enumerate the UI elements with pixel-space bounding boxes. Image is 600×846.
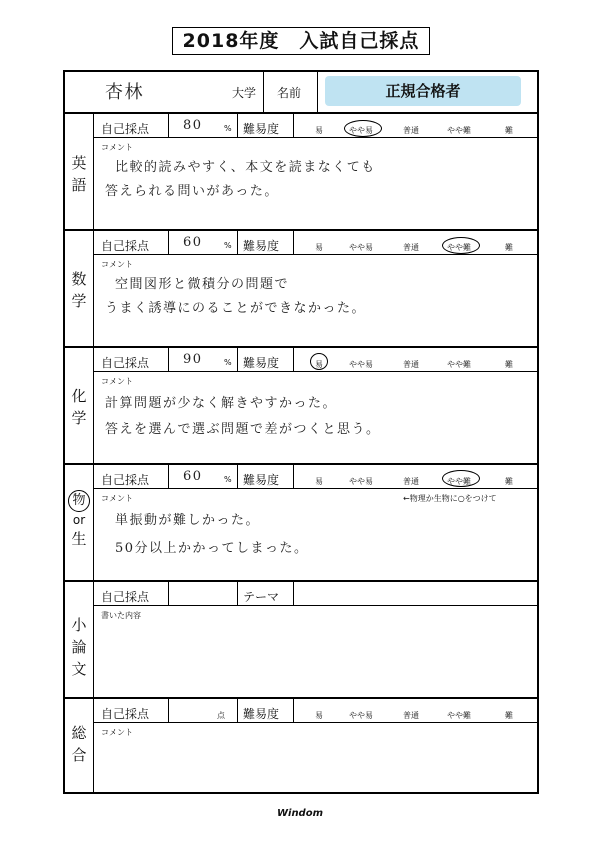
difficulty-option: 易 (315, 711, 323, 720)
divider (293, 580, 294, 605)
difficulty-option: 普通 (403, 360, 419, 369)
difficulty-label: 難易度 (243, 122, 280, 136)
percent-sign: % (224, 358, 232, 367)
selected-circle (442, 470, 480, 487)
difficulty-label: 難易度 (243, 356, 280, 370)
divider (293, 346, 294, 371)
difficulty-option: 普通 (403, 711, 419, 720)
difficulty-option: 難 (505, 477, 513, 486)
divider (65, 112, 537, 114)
difficulty-option: 普通 (403, 243, 419, 252)
page-title: 2018年度 入試自己採点 (172, 27, 430, 55)
comment-line: 50分以上かかってしまった。 (115, 541, 309, 556)
divider (317, 72, 318, 112)
divider (65, 463, 537, 465)
english-score: 80 (183, 118, 203, 133)
divider (293, 463, 294, 488)
difficulty-label: 難易度 (243, 473, 280, 487)
difficulty-option: やや易 (349, 360, 373, 369)
comment-line: 答えを選んで選ぶ問題で差がつくと思う。 (105, 422, 381, 437)
comment-label: コメント (101, 143, 133, 152)
divider (65, 229, 537, 231)
score-sheet (63, 70, 539, 794)
difficulty-option: やや難 (447, 477, 471, 486)
comment-label: コメント (101, 260, 133, 269)
difficulty-option: 難 (505, 126, 513, 135)
selected-circle (344, 120, 382, 137)
subject-label-math: 数学 (71, 270, 87, 310)
self-score-label: 自己採点 (101, 473, 150, 487)
self-score-label: 自己採点 (101, 356, 150, 370)
percent-sign: % (224, 475, 232, 484)
theme-label: テーマ (243, 590, 280, 604)
university-name: 杏林 (105, 82, 144, 103)
divider (263, 72, 264, 112)
footer-brand: Windom (276, 808, 324, 819)
difficulty-option: 易 (315, 360, 323, 369)
difficulty-option: 易 (315, 477, 323, 486)
comment-line: 単振動が難しかった。 (115, 513, 261, 528)
divider (93, 112, 94, 792)
divider (168, 346, 169, 371)
divider (237, 697, 238, 722)
self-score-label: 自己採点 (101, 590, 150, 604)
comment-line: 比較的読みやすく、本文を読まなくても (115, 160, 376, 175)
divider (93, 605, 537, 606)
difficulty-option: 難 (505, 360, 513, 369)
comment-line: 答えられる問いがあった。 (105, 184, 279, 199)
difficulty-option: やや難 (447, 126, 471, 135)
difficulty-option: 易 (315, 243, 323, 252)
difficulty-option: 難 (505, 243, 513, 252)
comment-line: 空間図形と微積分の問題で (115, 277, 290, 292)
subject-label-english: 英語 (71, 154, 87, 194)
name-badge: 正規合格者 (325, 76, 521, 106)
divider (65, 580, 537, 582)
divider (237, 229, 238, 254)
divider (237, 112, 238, 137)
subject-label-essay: 小論文 (71, 616, 87, 678)
divider (168, 112, 169, 137)
chemistry-score: 90 (183, 352, 203, 367)
self-score-label: 自己採点 (101, 707, 150, 721)
divider (293, 112, 294, 137)
divider (168, 229, 169, 254)
physics-score: 60 (183, 469, 203, 484)
university-label: 大学 (232, 86, 257, 100)
divider (168, 463, 169, 488)
percent-sign: % (224, 124, 232, 133)
percent-sign: % (224, 241, 232, 250)
comment-label: コメント (101, 728, 133, 737)
selected-circle (310, 353, 328, 370)
difficulty-option: 易 (315, 126, 323, 135)
divider (293, 697, 294, 722)
divider (237, 463, 238, 488)
difficulty-option: やや難 (447, 243, 471, 252)
difficulty-option: やや難 (447, 711, 471, 720)
difficulty-option: やや易 (349, 126, 373, 135)
self-score-label: 自己採点 (101, 122, 150, 136)
difficulty-option: 普通 (403, 126, 419, 135)
divider (93, 722, 537, 723)
subject-label-chemistry: 化学 (71, 387, 87, 427)
points-unit: 点 (217, 711, 225, 720)
difficulty-option: やや易 (349, 243, 373, 252)
divider (293, 229, 294, 254)
divider (93, 137, 537, 138)
subject-label-total: 総合 (71, 724, 87, 764)
divider (168, 697, 169, 722)
divider (65, 346, 537, 348)
subject-label-physics-or-biology: 物 or 生 (65, 490, 93, 550)
difficulty-option: やや難 (447, 360, 471, 369)
comment-line: 計算問題が少なく解きやすかった。 (105, 396, 338, 411)
divider (93, 488, 537, 489)
difficulty-label: 難易度 (243, 239, 280, 253)
self-score-label: 自己採点 (101, 239, 150, 253)
divider (93, 254, 537, 255)
divider (93, 371, 537, 372)
selected-circle (442, 237, 480, 254)
difficulty-option: 難 (505, 711, 513, 720)
difficulty-label: 難易度 (243, 707, 280, 721)
name-label: 名前 (277, 86, 302, 100)
difficulty-option: 普通 (403, 477, 419, 486)
comment-line: うまく誘導にのることができなかった。 (105, 301, 367, 316)
comment-label: コメント (101, 494, 133, 503)
comment-label: コメント (101, 377, 133, 386)
difficulty-option: やや易 (349, 477, 373, 486)
math-score: 60 (183, 235, 203, 250)
divider (65, 697, 537, 699)
divider (237, 580, 238, 605)
circled-physics: 物 (68, 490, 90, 512)
difficulty-option: やや易 (349, 711, 373, 720)
written-content-label: 書いた内容 (101, 611, 141, 620)
divider (237, 346, 238, 371)
instruction-note: ←物理か生物に○をつけて (403, 494, 497, 503)
divider (168, 580, 169, 605)
